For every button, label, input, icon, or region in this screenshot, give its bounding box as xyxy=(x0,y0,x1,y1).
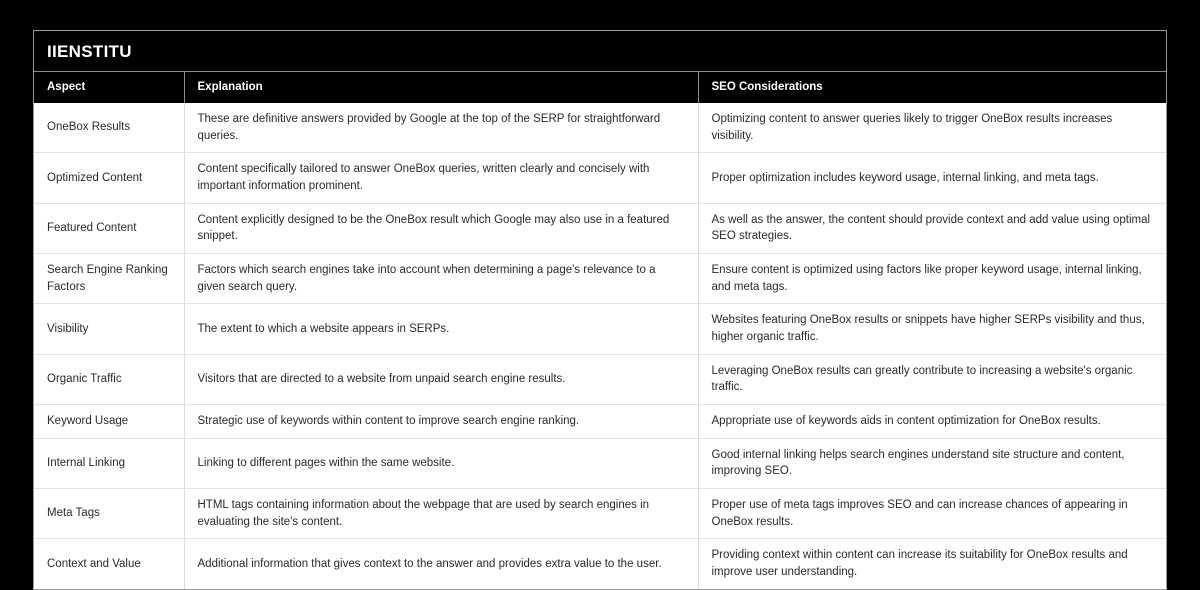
cell-seo-considerations: Providing context within content can increase its suitability for OneBox results and improve user understanding. xyxy=(698,539,1166,589)
cell-explanation: Visitors that are directed to a website from unpaid search engine results. xyxy=(184,354,698,404)
table-row xyxy=(34,438,1166,488)
cell-explanation: These are definitive answers provided by Google at the top of the SERP for straightforward queries. xyxy=(184,103,698,153)
cell-explanation: HTML tags containing information about the webpage that are used by search engines in evaluating the site's content. xyxy=(184,489,698,539)
cell-seo-considerations: Ensure content is optimized using factors like proper keyword usage, internal linking, and meta tags. xyxy=(698,254,1166,304)
cell-explanation: Strategic use of keywords within content to improve search engine ranking. xyxy=(184,405,698,439)
cell-explanation: Content specifically tailored to answer OneBox queries, written clearly and concisely with important information prominent. xyxy=(184,153,698,203)
cell-seo-considerations: Websites featuring OneBox results or snippets have higher SERPs visibility and thus, higher organic traffic. xyxy=(698,304,1166,354)
cell-aspect: OneBox Results xyxy=(34,103,184,153)
column-header-seo-considerations: SEO Considerations xyxy=(698,72,1166,103)
cell-seo-considerations: Proper optimization includes keyword usage, internal linking, and meta tags. xyxy=(698,153,1166,203)
brand-header xyxy=(34,31,1166,72)
table-row xyxy=(34,103,1166,153)
column-header-explanation: Explanation xyxy=(184,72,698,103)
cell-explanation: Content explicitly designed to be the OneBox result which Google may also use in a featured snippet. xyxy=(184,203,698,253)
brand-title: IIENSTITU xyxy=(47,41,132,61)
table-row xyxy=(34,539,1166,589)
cell-explanation: Factors which search engines take into account when determining a page's relevance to a given search query. xyxy=(184,254,698,304)
cell-aspect: Meta Tags xyxy=(34,489,184,539)
seo-aspects-table xyxy=(34,72,1166,589)
cell-seo-considerations: As well as the answer, the content should provide context and add value using optimal SEO strategies. xyxy=(698,203,1166,253)
cell-seo-considerations: Optimizing content to answer queries likely to trigger OneBox results increases visibility. xyxy=(698,103,1166,153)
cell-explanation: The extent to which a website appears in SERPs. xyxy=(184,304,698,354)
cell-aspect: Featured Content xyxy=(34,203,184,253)
cell-seo-considerations: Appropriate use of keywords aids in content optimization for OneBox results. xyxy=(698,405,1166,439)
cell-aspect: Search Engine Ranking Factors xyxy=(34,254,184,304)
table-row xyxy=(34,354,1166,404)
cell-aspect: Context and Value xyxy=(34,539,184,589)
table-header-row-group xyxy=(34,72,1166,103)
cell-aspect: Internal Linking xyxy=(34,438,184,488)
table-header-row xyxy=(34,72,1166,103)
cell-seo-considerations: Leveraging OneBox results can greatly contribute to increasing a website's organic traffic. xyxy=(698,354,1166,404)
cell-seo-considerations: Good internal linking helps search engines understand site structure and content, improving SEO. xyxy=(698,438,1166,488)
cell-aspect: Optimized Content xyxy=(34,153,184,203)
table-row xyxy=(34,304,1166,354)
table-body xyxy=(34,103,1166,589)
cell-explanation: Linking to different pages within the same website. xyxy=(184,438,698,488)
table-row xyxy=(34,203,1166,253)
cell-aspect: Organic Traffic xyxy=(34,354,184,404)
cell-seo-considerations: Proper use of meta tags improves SEO and can increase chances of appearing in OneBox results. xyxy=(698,489,1166,539)
table-row xyxy=(34,153,1166,203)
cell-aspect: Keyword Usage xyxy=(34,405,184,439)
table-row xyxy=(34,489,1166,539)
table-row xyxy=(34,254,1166,304)
table-row xyxy=(34,405,1166,439)
comparison-table-card xyxy=(33,30,1167,590)
cell-aspect: Visibility xyxy=(34,304,184,354)
column-header-aspect: Aspect xyxy=(34,72,184,103)
cell-explanation: Additional information that gives context to the answer and provides extra value to the user. xyxy=(184,539,698,589)
